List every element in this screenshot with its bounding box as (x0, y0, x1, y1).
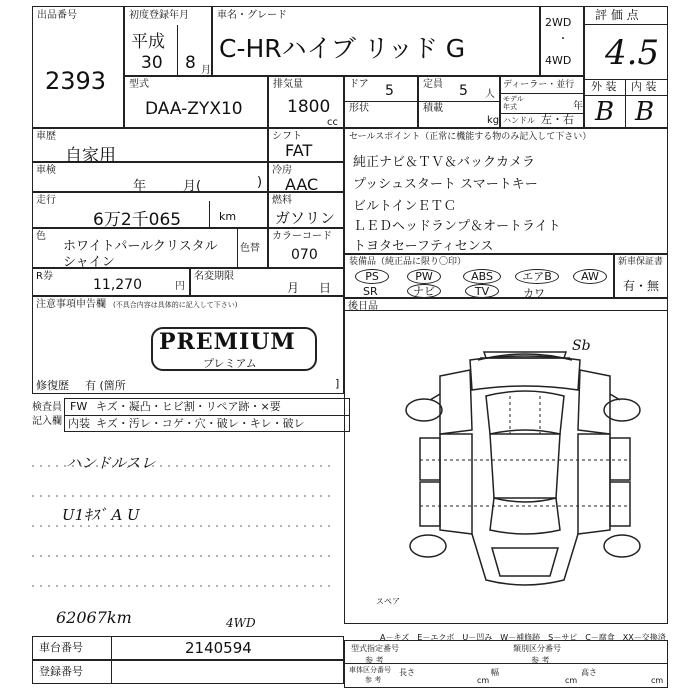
interior-grade: B (635, 97, 655, 127)
model-name: C-HRハイブ リッド G (219, 34, 466, 63)
equipment-ps: PS (355, 269, 389, 284)
registration-box (32, 660, 344, 684)
sales-point-4: ＬＥＤヘッドランプ＆オートライト (353, 219, 561, 234)
mileage-unit: km (219, 210, 237, 223)
lot-number: 2393 (45, 67, 107, 95)
inspection-close: ) (257, 175, 263, 190)
capacity-label: 定員 (423, 79, 443, 90)
footer-ref-1: 参 考 (365, 656, 384, 665)
displacement-value: 1800 (287, 97, 331, 117)
inspector-label-1: 検査員 (32, 402, 62, 413)
recycle-box (32, 268, 190, 296)
spare-label: スペア (376, 597, 400, 606)
equipment-aw: AW (573, 269, 607, 284)
notes-sub: (不具合内容は具体的に記入して下さい) (113, 301, 238, 309)
displacement-label: 排気量 (273, 79, 303, 90)
lot-box (32, 6, 124, 128)
premium-kana: プレミアム (203, 357, 257, 370)
first-reg-month-unit: 月 (201, 65, 211, 76)
inspector-label-2: 記入欄 (32, 416, 62, 427)
equipment-airbag: エアB (515, 269, 559, 284)
aircon-value: AAC (285, 175, 319, 194)
handle-label: ハンドル (503, 116, 535, 125)
equipment-tv: TV (465, 284, 499, 298)
footer-ref-3: 参 考 (365, 676, 382, 684)
expiry-month-unit: 月 (287, 281, 300, 295)
first-reg-year: 30 (141, 53, 163, 73)
fuel-label: 燃料 (272, 195, 292, 206)
displacement-unit: cc (327, 117, 338, 128)
repair-close: ] (335, 377, 340, 390)
history-label: 車歴 (36, 131, 56, 142)
mileage-value: 6万2千065 (93, 210, 182, 230)
color-label: 色 (36, 231, 46, 242)
damage-legend: A－キズ E－エクボ U－凹み W－補修跡 S－サビ C－腐食 XX－交換済 (380, 633, 666, 642)
model-label: 車名・グレード (217, 10, 287, 21)
expiry-label: 名変期限 (194, 271, 234, 282)
doors-box (344, 76, 418, 128)
handwritten-mileage: 62067km (56, 608, 132, 627)
inspector-row2: キズ・汚レ・コゲ・穴・破レ・キレ・破レ (96, 417, 305, 430)
grade-score: 4.5 (605, 33, 660, 73)
handwritten-note-2: U1ｷｽﾞ A U (62, 506, 140, 524)
footer-class-no: 類別区分番号 (513, 644, 561, 653)
premium-stamp (151, 327, 317, 371)
warranty-value: 有・無 (623, 279, 660, 293)
aircon-label: 冷房 (272, 165, 292, 176)
footer-cm-2: cm (565, 676, 578, 685)
recycle-value: 11,270 (93, 277, 142, 293)
inspector-row1-head: FW (70, 400, 88, 413)
car-diagram (400, 330, 650, 610)
sales-points-label: セールスポイント（正常に機能する物のみ記入して下さい） (349, 132, 592, 142)
footer-height: 高さ (581, 668, 597, 677)
sales-point-3: ビルトインＥＴＣ (353, 199, 457, 214)
notes-label: 注意事項申告欄 (36, 299, 106, 310)
handle-value: 左・右 (541, 113, 574, 126)
displacement-box (268, 76, 344, 128)
notes-box (32, 296, 344, 394)
footer-ref-2: 参 考 (531, 656, 550, 665)
chassis-value: 2140594 (185, 639, 252, 657)
inspector-row1: キズ・凝凸・ヒビ割・リペア跡・×要 (96, 400, 281, 413)
exterior-label: 外 装 (591, 80, 617, 93)
equipment-pw: PW (407, 269, 441, 284)
inspection-box (32, 162, 268, 192)
capacity-value: 5 (459, 83, 468, 99)
inspector-table (32, 398, 350, 432)
color-value-2: シャイン (63, 255, 115, 270)
shape-label: 形状 (349, 103, 369, 114)
drive-box (540, 6, 584, 76)
inspection-year-unit: 年 (133, 179, 147, 194)
drive-2wd: 2WD (545, 16, 572, 29)
warranty-box (614, 254, 668, 298)
handwritten-diagram-mark: Sb (572, 338, 591, 354)
footer-plate: 車体区分番号 (349, 666, 391, 674)
shift-label: シフト (272, 131, 302, 142)
first-reg-era: 平成 (131, 32, 165, 52)
inspection-label: 車検 (36, 165, 56, 176)
fuel-value: ガソリン (275, 209, 336, 227)
footer-cm-1: cm (477, 676, 490, 685)
drive-4wd: 4WD (545, 54, 572, 67)
doors-label: ドア (349, 79, 369, 90)
footer-spec-box (344, 640, 668, 688)
capacity-unit: 人 (485, 89, 495, 100)
history-value: 自家用 (65, 146, 116, 166)
color-code-label: カラーコード (272, 231, 332, 242)
capacity-box (418, 76, 500, 128)
history-box (32, 128, 268, 166)
lot-label: 出品番号 (37, 10, 77, 21)
doors-value: 5 (385, 83, 394, 99)
expiry-box (190, 268, 344, 296)
interior-label: 内 装 (631, 80, 657, 93)
type-label: 型式 (129, 79, 149, 90)
chassis-box (32, 636, 344, 660)
sales-points-box (344, 128, 668, 254)
aircon-box (268, 162, 344, 192)
sales-point-5: トヨタセーフティセンス (353, 239, 494, 254)
load-unit: kg (487, 115, 500, 126)
sales-point-2: プッシュスタート スマートキー (353, 177, 538, 192)
model-year-label: モデル 年式 (503, 95, 524, 111)
footer-type-no: 型式指定番号 (351, 644, 399, 653)
equipment-label: 装備品（純正品に限り〇印） (349, 257, 467, 267)
premium-title: PREMIUM (159, 329, 296, 355)
handwritten-4wd: 4WD (226, 616, 256, 630)
first-reg-month: 8 (185, 53, 196, 73)
color-box (32, 228, 268, 268)
footer-width: 幅 (491, 668, 499, 677)
handwritten-note-1: ハンドルスレ (66, 454, 156, 472)
model-box (212, 6, 540, 76)
equipment-abs: ABS (463, 269, 501, 284)
rear-seat-label: 後日品 (348, 301, 378, 312)
registration-label: 登録番号 (39, 665, 83, 678)
type-value: DAA-ZYX10 (145, 99, 243, 119)
inspection-month-unit: 月( (183, 179, 202, 194)
mileage-label: 走行 (36, 195, 56, 206)
dealer-label: ディーラー・並行 (503, 80, 575, 90)
drive-dot: ・ (558, 34, 568, 45)
shift-value: FAT (285, 141, 313, 160)
equipment-sr: SR (363, 285, 378, 298)
first-reg-box (124, 6, 212, 76)
sales-point-1: 純正ナビ＆ＴＶ＆バックカメラ (353, 155, 536, 170)
warranty-label: 新車保証書 (618, 257, 664, 267)
color-code-box (268, 228, 344, 268)
type-box (124, 76, 268, 128)
color-value-1: ホワイトパールクリスタル (63, 239, 218, 254)
repair-value: 有 (箇所 (85, 379, 126, 392)
expiry-day-unit: 日 (319, 281, 332, 295)
mileage-box (32, 192, 268, 228)
color-code-value: 070 (291, 247, 318, 263)
equipment-leather: カワ (523, 287, 545, 300)
footer-length: 長さ (399, 668, 415, 677)
exterior-grade: B (595, 97, 615, 127)
shift-box (268, 128, 344, 162)
equipment-navi: ナビ (407, 284, 441, 298)
dealer-box (500, 76, 584, 128)
recycle-unit: 円 (175, 281, 185, 292)
fuel-box (268, 192, 344, 228)
recycle-label: R券 (36, 271, 53, 282)
inspector-row2-head: 内装 (68, 417, 90, 430)
grade-box (584, 6, 668, 128)
chassis-label: 車台番号 (39, 641, 83, 654)
color-change-label: 色替 (240, 243, 260, 254)
first-reg-label: 初度登録年月 (129, 10, 189, 21)
footer-cm-3: cm (651, 676, 664, 685)
equipment-box (344, 254, 614, 298)
load-label: 積載 (423, 103, 443, 114)
model-year-unit: 年 (573, 101, 583, 112)
grade-label: 評 価 点 (595, 8, 639, 22)
repair-label: 修復歴 (36, 379, 69, 392)
